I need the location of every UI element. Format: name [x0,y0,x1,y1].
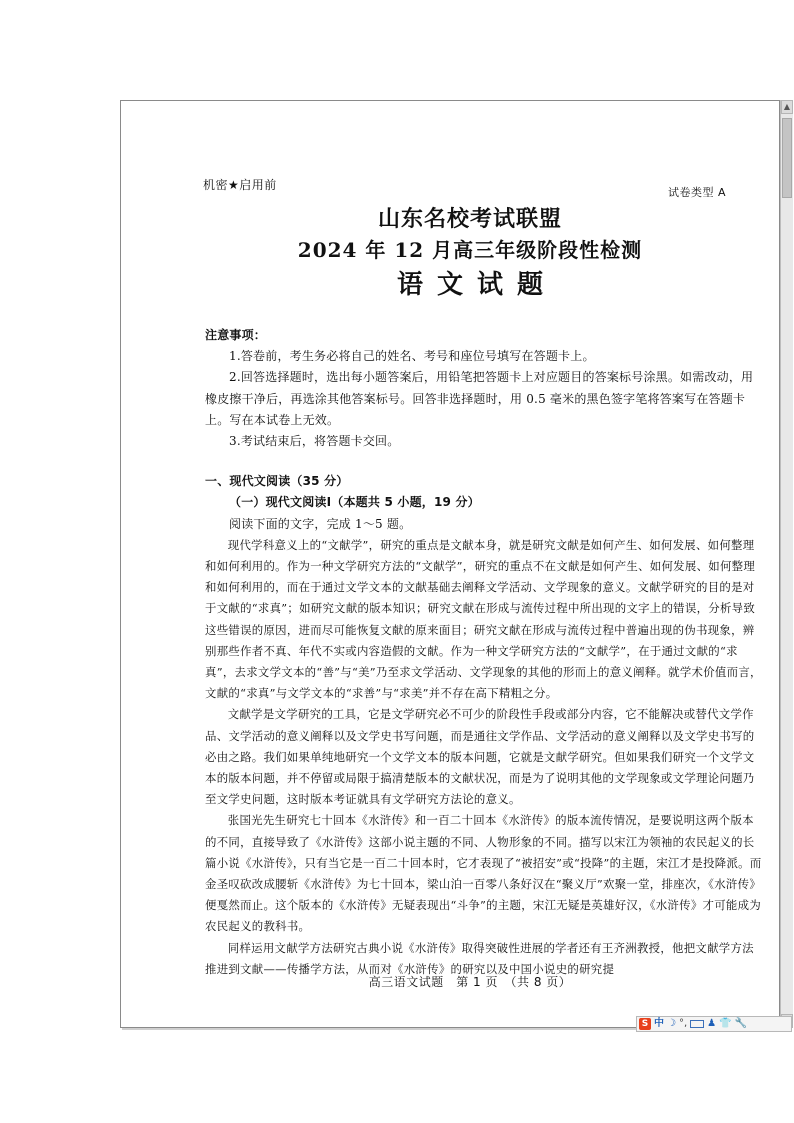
exam-page [170,150,770,989]
exam-title-date: 2024 年 12 月高三年级阶段性检测 [297,238,643,262]
tools-icon[interactable]: 🔧 [734,1018,748,1029]
ime-mode-toggle[interactable]: 中 [654,1018,664,1029]
passage-paragraph-4: 同样运用文献学方法研究古典小说《水浒传》取得突破性进展的学者还有王齐洲教授，他把文献学方法推进到文献——传播学方法，从而对《水浒传》的研究以及中国小说史的研究提 [205,940,754,976]
passage-paragraph-3: 张国光先生研究七十回本《水浒传》和一百二十回本《水浒传》的版本流传情况，是要说明这两个版本的不同，直接导致了《水浒传》这部小说主题的不同、人物形象的不同。描写以宋江为领袖的农民起义的长篇小说《水浒传》，只有当它是一百二十回本时，它才表现了“被招安”或“投降”的主题，宋江才是投降派。而金圣叹砍改成腰斩《水浒传》为七十回本，梁山泊一百零八条好汉在“聚义厅”欢聚一堂，排座次，《水浒传》便戛然而止。这个版本的《水浒传》无疑表现出“斗争”的主题，宋江无疑是英雄好汉，《水浒传》才可能成为农民起义的教科书。 [205,813,762,934]
passage-paragraph-2: 文献学是文学研究的工具，它是文学研究必不可少的阶段性手段或部分内容，它不能解决或替代文学作品、文学活动的意义阐释以及文学史书写问题，而是通往文学作品、文学活动的意义阐释以及文学史书写的必由之路。我们如果单纯地研究一个文学文本的版本问题，它就是文献学研究。但如果我们研究一个文学文本的版本问题，并不停留或局限于搞清楚版本的文献状况，而是为了说明其他的文学现象或文学理论问题乃至文学史问题，这时版本考证就具有文学研究方法论的意义。 [205,707,755,807]
subsection-heading: （一）现代文阅读Ⅰ（本题共 5 小题，19 分） [229,495,480,510]
passage-paragraph-1: 现代学科意义上的“文献学”，研究的重点是文献本身，就是研究文献是如何产生、如何发展、如何整理和如何利用的。作为一种文学研究方法的“文献学”，研究的重点不在文献是如何产生、如何发展、如何整理和如何利用的，而在于通过文学文本的文献基础去阐释文学活动、文学现象的意义。文献学研究的目的是对于文献的“求真”；如研究文献的版本知识；研究文献在形成与流传过程中所出现的文字上的错误，分析导致这些错误的原因，进而尽可能恢复文献的原来面目；研究文献在形成与流传过程中普遍出现的伪书现象，辨别那些作者不真、年代不实或内容造假的文献。作为一种文学研究方法的“文献学”，在于通过文献的“求真”，去求文学文本的“善”与“美”乃至求文学活动、文学现象的其他的形而上的意义阐释。就学术价值而言，文献的“求真”与文学文本的“求善”与“求美”并不存在高下精粗之分。 [205,537,762,701]
exam-title-alliance: 山东名校考试联盟 [377,206,562,232]
scroll-up-button[interactable]: ▲ [781,100,793,114]
scroll-thumb[interactable] [782,118,792,198]
page-footer: 高三语文试题 第 1 页 （共 8 页） [368,975,572,989]
exam-body [205,325,765,980]
punctuation-icon[interactable]: °, [678,1018,688,1029]
notice-item-1: 1.答卷前，考生务必将自己的姓名、考号和座位号填写在答题卡上。 [229,349,595,364]
reading-instruction: 阅读下面的文字，完成 1～5 题。 [229,516,412,531]
sogou-logo-icon[interactable]: S [639,1018,651,1030]
skin-icon[interactable]: 👕 [719,1018,732,1029]
paper-type-label: 试卷类型 A [668,186,727,199]
ime-toolbar[interactable] [636,1016,792,1032]
notice-item-3: 3.考试结束后，将答题卡交回。 [229,434,400,449]
exam-title-subject: 语文试题 [396,270,557,300]
soft-keyboard-icon[interactable] [690,1020,704,1028]
user-icon[interactable]: ♟ [707,1018,717,1029]
half-width-moon-icon[interactable]: ☽ [667,1018,676,1029]
vertical-scrollbar[interactable] [780,100,793,1028]
confidential-label: 机密★启用前 [203,178,277,192]
section-heading: 一、现代文阅读（35 分） [205,474,349,489]
notice-heading: 注意事项： [205,328,267,342]
notice-item-2: 2.回答选择题时，选出每小题答案后，用铅笔把答题卡上对应题目的答案标号涂黑。如需改动，用橡皮擦干净后，再选涂其他答案标号。回答非选择题时，用 0.5 毫米的黑色签字笔将答案写在答题卡上。写在本试卷上无效。 [205,370,754,427]
